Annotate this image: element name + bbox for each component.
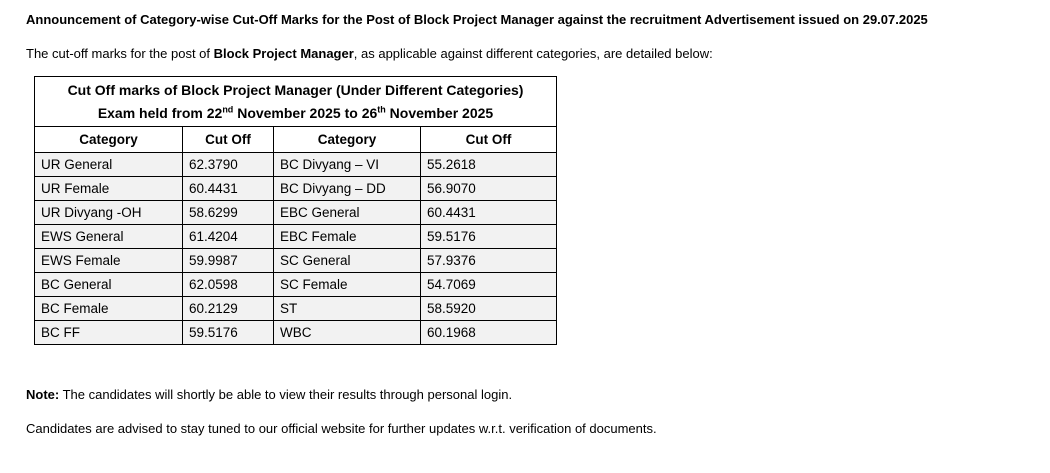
exam-sup-2: th [377, 103, 386, 114]
note-paragraph [26, 387, 512, 402]
cutoff-cell: 54.7069 [421, 273, 557, 297]
note-text: The candidates will shortly be able to view their results through personal login. [59, 387, 513, 402]
table-row [35, 297, 557, 321]
cutoff-cell: 59.9987 [183, 249, 274, 273]
category-cell: UR Divyang -OH [35, 201, 183, 225]
table-header-row [35, 127, 557, 153]
header-cutoff-2: Cut Off [421, 127, 557, 153]
cutoff-cell: 56.9070 [421, 177, 557, 201]
table-row [35, 177, 557, 201]
header-category-1: Category [35, 127, 183, 153]
cutoff-cell: 55.2618 [421, 153, 557, 177]
table-title: Cut Off marks of Block Project Manager (Under Different Categories) [67, 81, 524, 98]
category-cell: BC FF [35, 321, 183, 345]
table-caption-row [35, 77, 557, 127]
intro-suffix: , as applicable against different categories, are detailed below: [353, 46, 713, 61]
category-cell: EWS Female [35, 249, 183, 273]
advice-paragraph: Candidates are advised to stay tuned to our official website for further updates w.r.t. verification of documents. [26, 421, 657, 436]
announcement-heading: Announcement of Category-wise Cut-Off Marks for the Post of Block Project Manager against the recruitment Advertisement issued on 29.07.2025 [26, 12, 928, 27]
intro-paragraph [26, 46, 713, 61]
table-row [35, 273, 557, 297]
intro-post-name: Block Project Manager [213, 46, 354, 61]
table-row [35, 225, 557, 249]
cutoff-cell: 60.4431 [421, 201, 557, 225]
intro-prefix: The cut-off marks for the post of [26, 46, 214, 61]
cutoff-cell: 62.3790 [183, 153, 274, 177]
category-cell: SC Female [274, 273, 421, 297]
category-cell: EBC Female [274, 225, 421, 249]
category-cell: BC Divyang – VI [274, 153, 421, 177]
cutoff-cell: 60.4431 [183, 177, 274, 201]
category-cell: UR Female [35, 177, 183, 201]
exam-sup-1: nd [222, 103, 234, 114]
cutoff-cell: 59.5176 [421, 225, 557, 249]
category-cell: SC General [274, 249, 421, 273]
header-cutoff-1: Cut Off [183, 127, 274, 153]
exam-suffix: November 2025 [385, 104, 494, 121]
category-cell: UR General [35, 153, 183, 177]
cutoff-cell: 58.5920 [421, 297, 557, 321]
cutoff-table [34, 76, 557, 345]
exam-middle: November 2025 to 26 [233, 104, 378, 121]
table-row [35, 249, 557, 273]
exam-prefix: Exam held from 22 [97, 104, 223, 121]
table-row [35, 153, 557, 177]
category-cell: BC Female [35, 297, 183, 321]
cutoff-cell: 60.2129 [183, 297, 274, 321]
header-category-2: Category [274, 127, 421, 153]
table-caption [35, 77, 557, 127]
cutoff-cell: 62.0598 [183, 273, 274, 297]
cutoff-cell: 58.6299 [183, 201, 274, 225]
cutoff-cell: 59.5176 [183, 321, 274, 345]
cutoff-cell: 60.1968 [421, 321, 557, 345]
cutoff-cell: 61.4204 [183, 225, 274, 249]
table-row [35, 321, 557, 345]
category-cell: ST [274, 297, 421, 321]
category-cell: BC Divyang – DD [274, 177, 421, 201]
category-cell: WBC [274, 321, 421, 345]
table-row [35, 201, 557, 225]
note-label: Note: [26, 387, 60, 402]
category-cell: BC General [35, 273, 183, 297]
category-cell: EWS General [35, 225, 183, 249]
exam-dates [35, 102, 556, 125]
category-cell: EBC General [274, 201, 421, 225]
cutoff-cell: 57.9376 [421, 249, 557, 273]
